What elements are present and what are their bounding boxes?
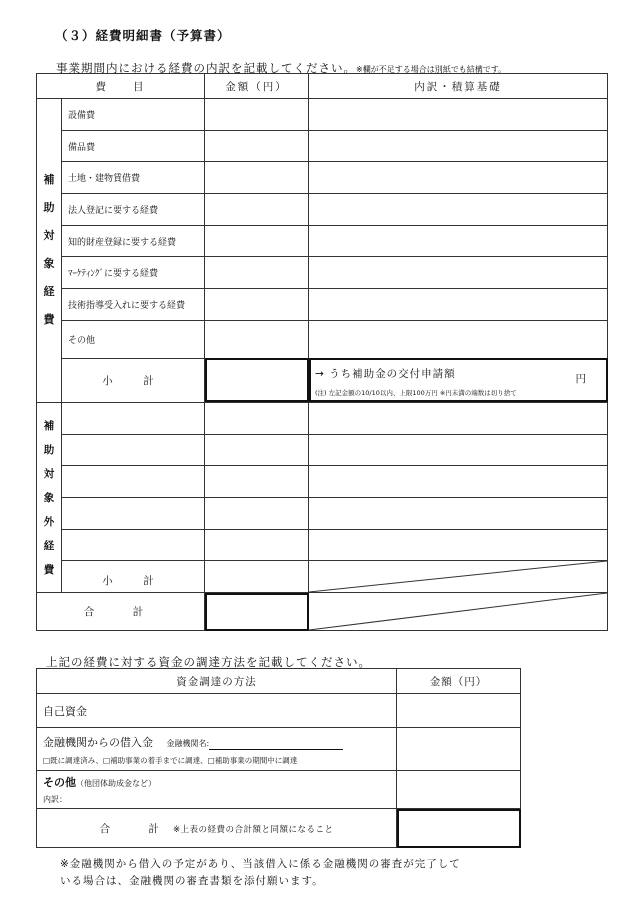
non-subsidy-item-cell[interactable] bbox=[62, 402, 205, 434]
non-subsidy-row bbox=[37, 466, 608, 498]
amount-cell[interactable] bbox=[205, 289, 309, 321]
non-subsidy-subtotal-row bbox=[37, 561, 608, 593]
subsidy-group-label: 補助対象経費 bbox=[37, 99, 62, 403]
other-label: その他 bbox=[43, 776, 76, 789]
disabled-cell-diagonal bbox=[309, 593, 608, 631]
breakdown-cell[interactable] bbox=[309, 434, 608, 466]
non-subsidy-item-cell[interactable] bbox=[62, 434, 205, 466]
expense-row bbox=[37, 130, 608, 162]
grand-total-amount-cell[interactable] bbox=[205, 593, 309, 631]
other-detail-label: 内訳： bbox=[43, 795, 67, 804]
non-subsidy-item-cell[interactable] bbox=[62, 466, 205, 498]
loan-cell bbox=[37, 728, 397, 771]
amount-cell[interactable] bbox=[205, 402, 309, 434]
breakdown-cell[interactable] bbox=[309, 194, 608, 226]
instruction-main: 事業期間内における経費の内訳を記載してください。 bbox=[56, 61, 356, 75]
apply-line-text: → うち補助金の交付申請額 bbox=[315, 367, 456, 380]
amount-cell[interactable] bbox=[205, 130, 309, 162]
breakdown-cell[interactable] bbox=[309, 497, 608, 529]
expense-row bbox=[37, 99, 608, 131]
amount-cell[interactable] bbox=[205, 434, 309, 466]
non-subtotal-amount-cell[interactable] bbox=[205, 561, 309, 593]
non-subtotal-label: 小 計 bbox=[62, 561, 205, 593]
expense-item-label: 設備費 bbox=[62, 99, 205, 131]
amount-cell[interactable] bbox=[205, 194, 309, 226]
loan-options[interactable]: □既に調達済み、□補助事業の着手までに調達、□補助事業の期間中に調達 bbox=[43, 756, 298, 765]
amount-cell[interactable] bbox=[205, 529, 309, 561]
expense-row bbox=[37, 162, 608, 194]
non-subsidy-item-cell[interactable] bbox=[62, 497, 205, 529]
expense-item-label: ﾏｰｹﾃｨﾝｸﾞに要する経費 bbox=[62, 257, 205, 289]
apply-note: (注) 左記金額の10/10以内、上限100万円 ※円未満の端数は切り捨て bbox=[315, 388, 517, 397]
expense-row bbox=[37, 320, 608, 358]
header-item: 費 目 bbox=[37, 74, 205, 99]
subsidy-subtotal-row bbox=[37, 358, 608, 402]
funding-total-label: 合 計 bbox=[99, 822, 173, 835]
other-cell bbox=[37, 771, 397, 809]
grand-total-row bbox=[37, 593, 608, 631]
amount-cell[interactable] bbox=[205, 497, 309, 529]
funding-instruction: 上記の経費に対する資金の調達方法を記載してください。 bbox=[46, 655, 371, 669]
expense-item-label: 知的財産登録に要する経費 bbox=[62, 225, 205, 257]
loan-bank-label: 金融機関名: bbox=[166, 739, 210, 748]
self-funds-label: 自己資金 bbox=[37, 694, 397, 728]
funding-total-row bbox=[37, 809, 521, 848]
loan-label: 金融機関からの借入金 bbox=[43, 736, 153, 749]
bank-name-input[interactable] bbox=[209, 740, 343, 750]
subtotal-label: 小 計 bbox=[62, 358, 205, 402]
funding-header-row bbox=[37, 669, 521, 694]
header-amount: 金額（円） bbox=[205, 74, 309, 99]
amount-cell[interactable] bbox=[205, 162, 309, 194]
breakdown-cell[interactable] bbox=[309, 257, 608, 289]
expense-item-label: 技術指導受入れに要する経費 bbox=[62, 289, 205, 321]
expense-header-row bbox=[37, 74, 608, 99]
grand-total-label: 合 計 bbox=[37, 593, 205, 631]
header-funding-amount: 金額（円） bbox=[397, 669, 521, 694]
breakdown-cell[interactable] bbox=[309, 225, 608, 257]
amount-cell[interactable] bbox=[205, 257, 309, 289]
other-amount-cell[interactable] bbox=[397, 771, 521, 809]
apply-amount-cell[interactable] bbox=[309, 358, 608, 402]
disabled-cell-diagonal bbox=[309, 561, 608, 593]
non-subsidy-row bbox=[37, 434, 608, 466]
breakdown-cell[interactable] bbox=[309, 402, 608, 434]
funding-total-note: ※上表の経費の合計額と同額になること bbox=[172, 824, 334, 835]
funding-table bbox=[36, 668, 521, 848]
expense-row bbox=[37, 194, 608, 226]
amount-cell[interactable] bbox=[205, 320, 309, 358]
expense-item-label: 土地・建物賃借費 bbox=[62, 162, 205, 194]
amount-cell[interactable] bbox=[205, 225, 309, 257]
self-funds-amount-cell[interactable] bbox=[397, 694, 521, 728]
expense-item-label: 備品費 bbox=[62, 130, 205, 162]
footnote-line1: ※金融機関から借入の予定があり、当該借入に係る金融機関の審査が完了して bbox=[60, 858, 461, 870]
other-funds-row bbox=[37, 771, 521, 809]
expense-table bbox=[36, 73, 608, 631]
amount-cell[interactable] bbox=[205, 466, 309, 498]
expense-item-label: その他 bbox=[62, 320, 205, 358]
breakdown-cell[interactable] bbox=[309, 529, 608, 561]
expense-row bbox=[37, 289, 608, 321]
apply-yen: 円 bbox=[575, 372, 587, 385]
breakdown-cell[interactable] bbox=[309, 130, 608, 162]
footnote-line2: いる場合は、金融機関の審査書類を添付願います。 bbox=[60, 875, 324, 887]
header-breakdown: 内訳・積算基礎 bbox=[309, 74, 608, 99]
self-funds-row bbox=[37, 694, 521, 728]
instruction-note: ※欄が不足する場合は別紙でも結構です。 bbox=[356, 65, 507, 74]
non-subsidy-row bbox=[37, 497, 608, 529]
expense-item-label: 法人登記に要する経費 bbox=[62, 194, 205, 226]
loan-amount-cell[interactable] bbox=[397, 728, 521, 771]
expense-row bbox=[37, 225, 608, 257]
non-subsidy-item-cell[interactable] bbox=[62, 529, 205, 561]
funding-total-cell bbox=[37, 809, 397, 848]
breakdown-cell[interactable] bbox=[309, 320, 608, 358]
amount-cell[interactable] bbox=[205, 99, 309, 131]
expense-row bbox=[37, 257, 608, 289]
breakdown-cell[interactable] bbox=[309, 162, 608, 194]
footnote bbox=[60, 856, 461, 890]
header-method: 資金調達の方法 bbox=[37, 669, 397, 694]
page-title: （３）経費明細書（予算書） bbox=[55, 28, 231, 43]
non-subsidy-row bbox=[37, 402, 608, 434]
breakdown-cell[interactable] bbox=[309, 466, 608, 498]
subtotal-amount-cell[interactable] bbox=[205, 358, 309, 402]
loan-row bbox=[37, 728, 521, 771]
non-subsidy-row bbox=[37, 529, 608, 561]
breakdown-cell[interactable] bbox=[309, 99, 608, 131]
non-subsidy-group-label: 補助対象外経費 bbox=[37, 402, 62, 592]
funding-total-amount-cell[interactable] bbox=[397, 809, 521, 848]
breakdown-cell[interactable] bbox=[309, 289, 608, 321]
other-paren: （他団体助成金など） bbox=[76, 779, 156, 788]
